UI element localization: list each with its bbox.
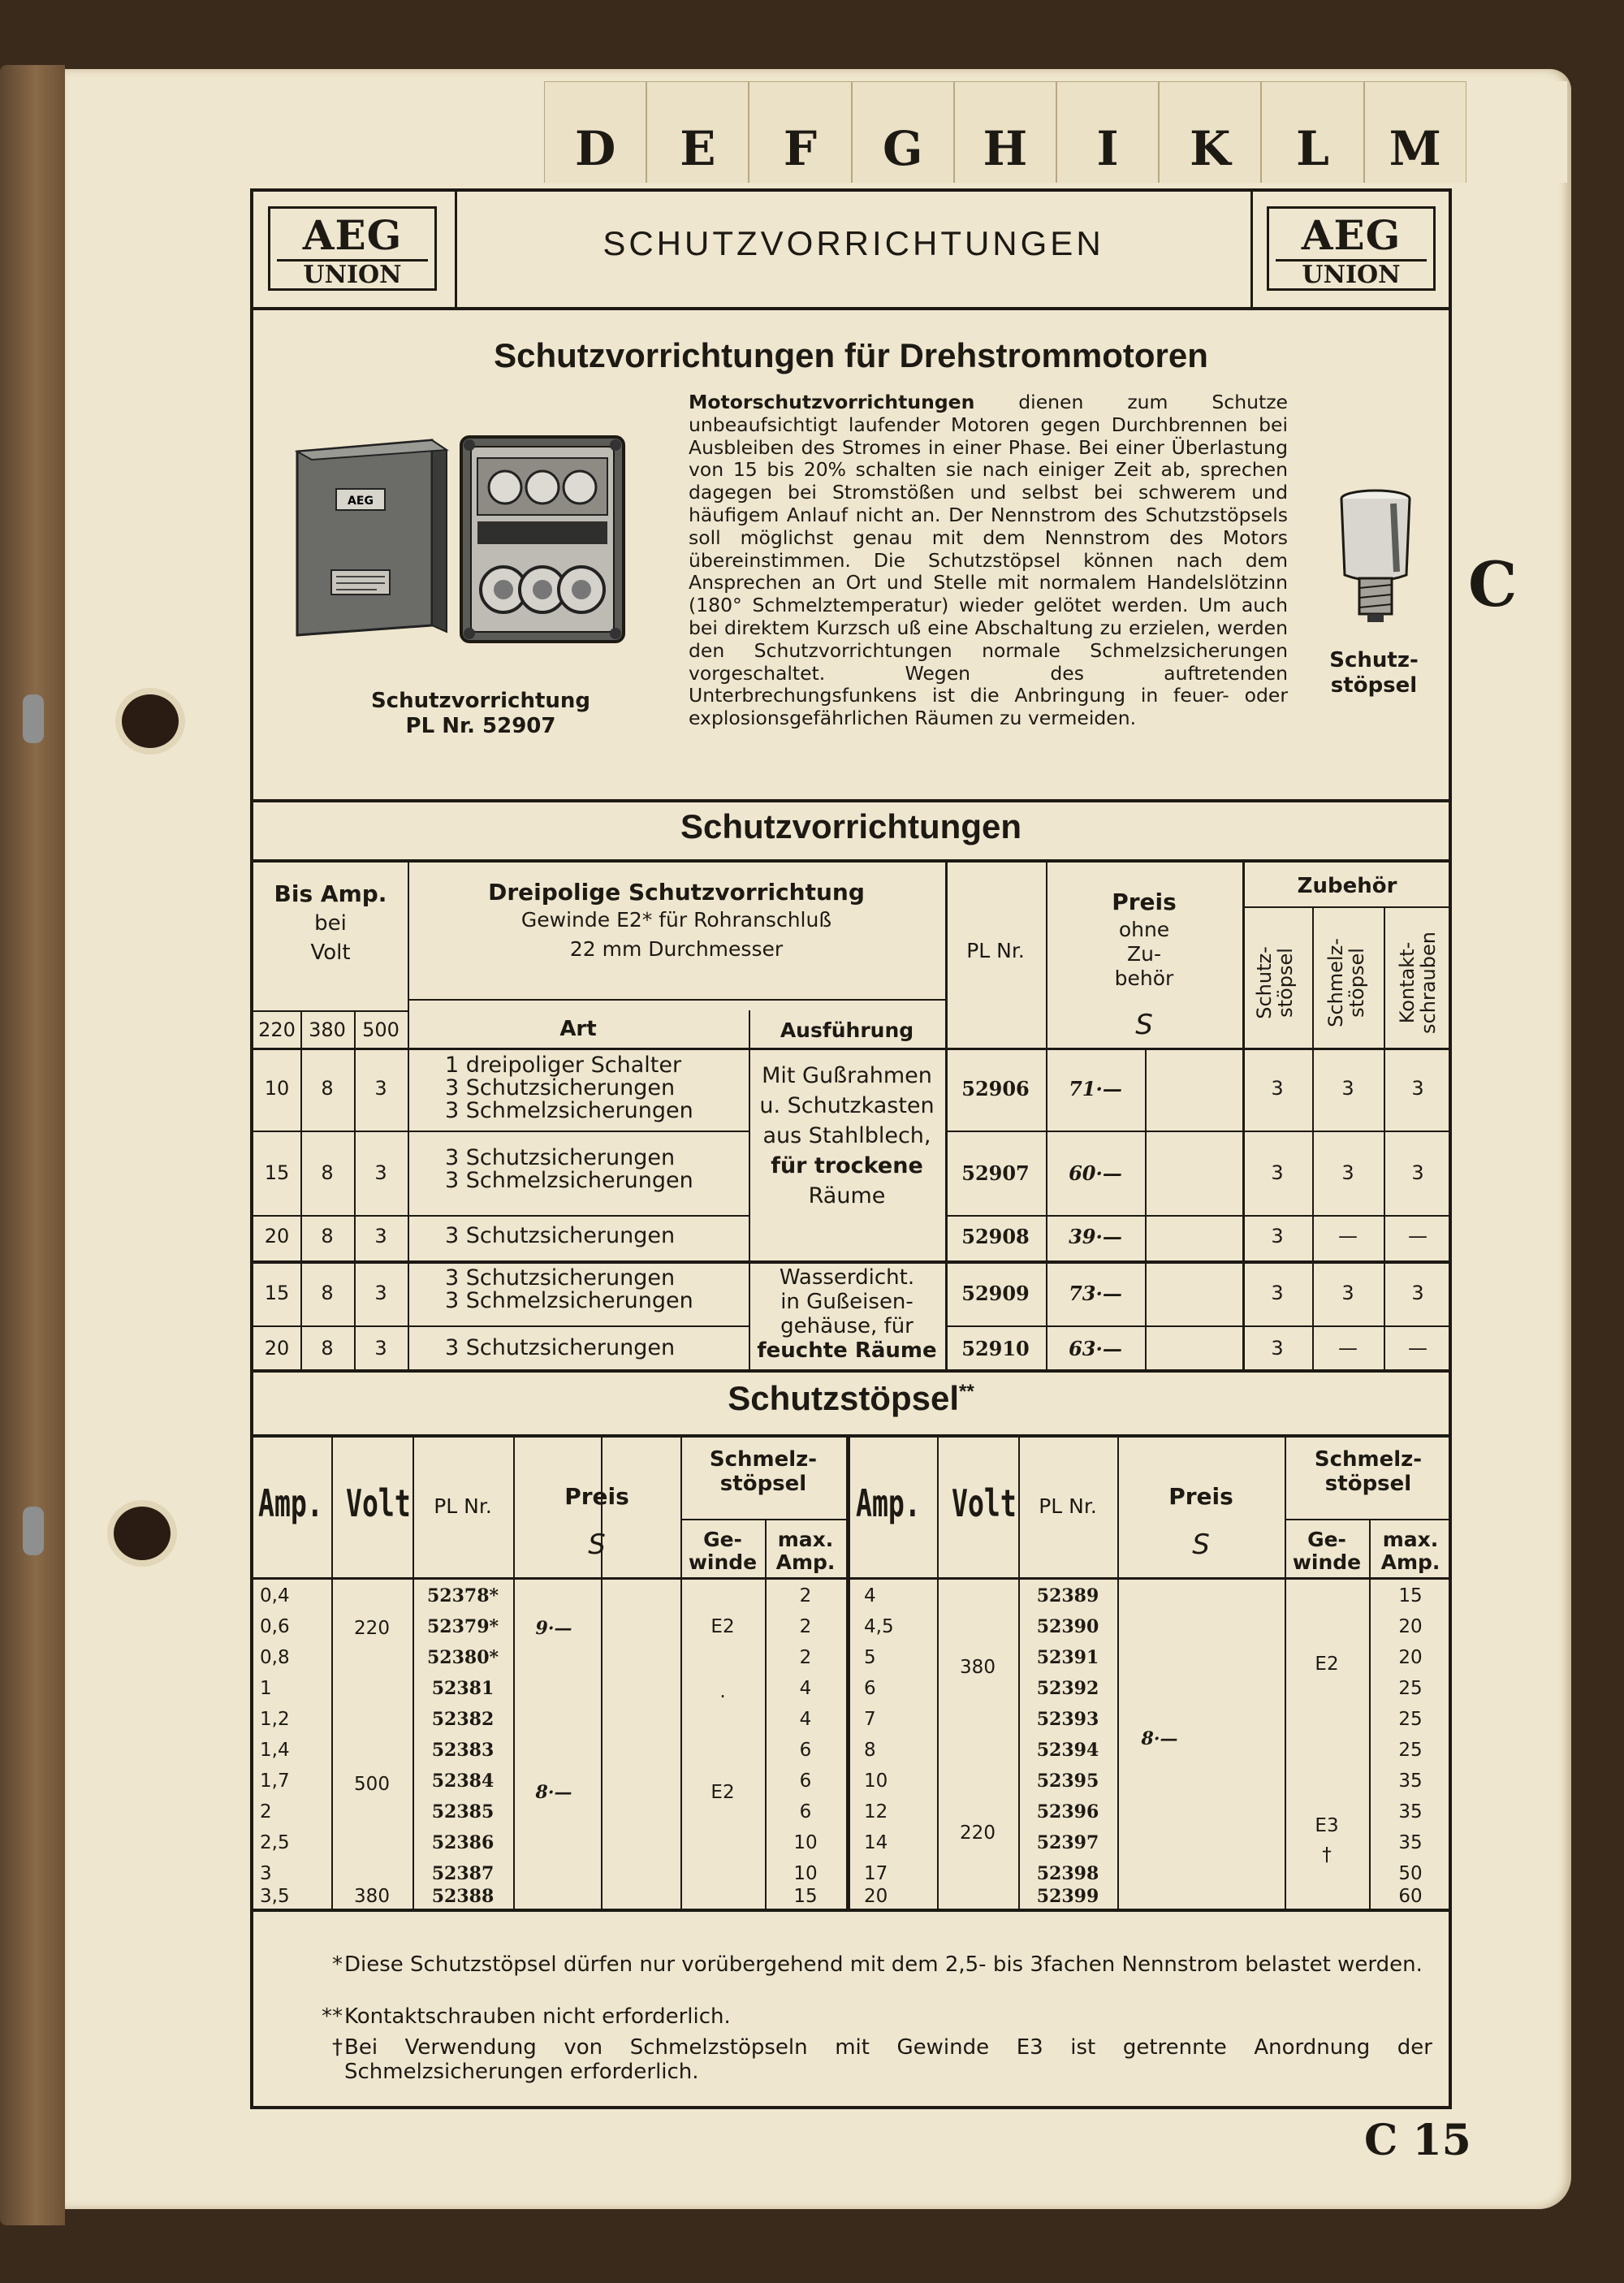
finish-line: in Gußeisen-: [780, 1290, 914, 1314]
cell: 6: [864, 1678, 876, 1699]
cell: 52379*: [426, 1616, 499, 1637]
cell: 8: [321, 1225, 334, 1247]
cell: 25: [1398, 1740, 1423, 1761]
page-header: [253, 192, 1449, 310]
cell: 3: [1271, 1282, 1284, 1304]
header-title: SCHUTZVORRICHTUNGEN: [603, 224, 1104, 262]
cell: 35: [1398, 1832, 1423, 1853]
price-cell: 60·—: [1069, 1161, 1122, 1185]
intro-text: dienen zum Schutze unbeaufsichtigt laufender Motoren gegen Durchbrennen bei Ausbleiben des Stromes in einer Phase. Bei einer Überlastung von 15 bis 20% schalten sie nach einiger Zeit ab, sprechen dagegen bei Stromstößen und selbst bei schwerem und häufigem Anlauf nicht an. Der Nennstrom des Schutzstöpsels soll möglichst genau mit dem Nennstrom des Motors übereinstimmen. Die Schutzstöpsel können nach dem Ansprechen an Ort und Stelle mit normalem Handelslötzinn (180° Schmelztemperatur) wieder gelötet werden. Um auch bei direktem Kurzsch uß eine Abschaltung zu erzielen, werden den Schutzvorrichtungen normale Schmelzsicherungen vorgeschaltet. Wegen des auftretenden Unterbrechungsfunkens ist die Anbringung in feuer- oder explosionsgefährlichen Räumen zu vermeiden.: [689, 391, 1288, 730]
volt-cell: 380: [354, 1886, 390, 1907]
index-tab[interactable]: I: [1056, 81, 1159, 183]
cell: 6: [799, 1801, 812, 1823]
table2: [253, 1438, 1449, 1909]
cell: 10: [264, 1077, 290, 1100]
binder-spine: [0, 65, 65, 2225]
logo-text: UNION: [277, 259, 428, 288]
col-header: PL Nr.: [434, 1494, 492, 1518]
col-header-line: winde: [688, 1550, 758, 1574]
col-header: 500: [362, 1018, 400, 1041]
cell: 3: [260, 1863, 272, 1884]
index-tab-blank: [1466, 81, 1567, 183]
intro-paragraph: [689, 391, 1288, 730]
logo-text: AEG: [1301, 211, 1402, 259]
col-header-line: stöpsel: [1274, 948, 1297, 1018]
art-line: 3 Schutzsicherungen: [445, 1145, 676, 1170]
art-cell: 3 Schutzsicherungen: [445, 1223, 676, 1248]
finish-line: Wasserdicht.: [779, 1265, 915, 1290]
volt-cell: 380: [960, 1657, 996, 1678]
cell: 52389: [1036, 1585, 1099, 1606]
content-frame: [250, 188, 1452, 2109]
col-header: Zu-: [1127, 942, 1161, 966]
cell: 4: [799, 1709, 812, 1730]
cell: 20: [264, 1337, 290, 1360]
cell: 8: [321, 1077, 334, 1100]
col-header-line: stöpsel: [719, 1472, 807, 1496]
cell: 35: [1398, 1771, 1423, 1792]
col-header: Preis: [1168, 1483, 1233, 1510]
cell: 3: [374, 1077, 387, 1100]
col-header: Volt: [310, 940, 351, 965]
cell: 52395: [1036, 1771, 1099, 1792]
cell: 4: [864, 1585, 876, 1606]
punch-hole: [114, 1507, 171, 1560]
cell: 52396: [1036, 1801, 1099, 1823]
rule: [253, 1909, 1449, 1912]
cell: 2,5: [260, 1832, 290, 1853]
cell: 52394: [1036, 1740, 1099, 1761]
col-header-rotated: [1254, 926, 1296, 1040]
cell: 52390: [1036, 1616, 1099, 1637]
cell: 3: [374, 1282, 387, 1304]
col-header: Volt: [952, 1481, 1017, 1525]
cell: 8: [321, 1337, 334, 1360]
footnote-mark: †: [332, 2035, 343, 2060]
col-header: [765, 1528, 846, 1574]
thread-line: E3: [1315, 1815, 1339, 1836]
cell: 20: [264, 1225, 290, 1247]
col-header: Gewinde E2* für Rohranschluß: [520, 908, 832, 932]
col-header-line: Schmelz-: [709, 1447, 818, 1472]
cell: 52387: [431, 1863, 495, 1884]
finish-line: gehäuse, für: [780, 1314, 914, 1338]
index-tab[interactable]: E: [646, 81, 749, 183]
cell: 4: [799, 1678, 812, 1699]
thread-line: †: [1322, 1844, 1332, 1866]
col-header: Preis: [564, 1483, 629, 1510]
footnote-text: Diese Schutzstöpsel dürfen nur vorübergehend mit dem 2,5- bis 3fachen Nennstrom belastet werden.: [344, 1952, 1423, 1977]
price-cell: 9·—: [535, 1618, 572, 1639]
footnote-text: Bei Verwendung von Schmelzstöpseln mit Gewinde E3 ist getrennte Anordnung der Schmelzsicherungen erforderlich.: [344, 2035, 1432, 2084]
cell: 10: [864, 1771, 888, 1792]
cell: 2: [260, 1801, 272, 1823]
currency-label: S: [1192, 1528, 1210, 1561]
col-header-line: Amp.: [1380, 1550, 1440, 1574]
col-header: PL Nr.: [1039, 1494, 1097, 1518]
col-header: Volt: [346, 1481, 411, 1525]
aeg-logo-right: [1267, 206, 1436, 291]
finish-cell: [749, 1061, 945, 1211]
cell: 20: [864, 1886, 888, 1907]
caption-line: Schutzvorrichtung: [370, 689, 591, 713]
cell: 52392: [1036, 1678, 1099, 1699]
divider: [1250, 192, 1253, 307]
col-header: 380: [309, 1018, 346, 1041]
index-tab[interactable]: H: [954, 81, 1056, 183]
finish-line: u. Schutzkasten: [759, 1093, 935, 1118]
currency-label: S: [1135, 1009, 1153, 1041]
thread-cell: E2: [710, 1782, 735, 1803]
cell: 8: [321, 1161, 334, 1184]
col-header: [680, 1528, 765, 1574]
cell: 15: [264, 1161, 290, 1184]
cell: 8: [321, 1282, 334, 1304]
col-header-line: Schmelz-: [1314, 1447, 1423, 1472]
col-header: Ausführung: [780, 1018, 914, 1042]
index-tabs: [544, 81, 1567, 183]
cell: 52393: [1036, 1709, 1099, 1730]
footnote-mark: **: [959, 1381, 974, 1403]
cell: 8: [864, 1740, 876, 1761]
art-line: 3 Schutzsicherungen: [445, 1265, 676, 1291]
finish-line: Räume: [808, 1183, 886, 1209]
price-cell: 39·—: [1069, 1225, 1122, 1248]
cell: 3: [1341, 1077, 1354, 1100]
cell: 3: [374, 1337, 387, 1360]
col-header: Amp.: [856, 1481, 921, 1525]
col-header-line: stöpsel: [1324, 1472, 1412, 1496]
cell: 35: [1398, 1801, 1423, 1823]
cell: 52383: [431, 1740, 495, 1761]
caption-line: PL Nr. 52907: [405, 714, 556, 738]
cell: 3: [1341, 1161, 1354, 1184]
aeg-logo-left: [268, 206, 437, 291]
art-cell: [445, 1147, 693, 1192]
col-header-rotated: [1325, 926, 1367, 1040]
cell: 52391: [1036, 1647, 1099, 1668]
cell: 5: [864, 1647, 876, 1668]
volt-cell: 220: [960, 1823, 996, 1844]
cell: 1: [260, 1678, 272, 1699]
price-cell: 63·—: [1069, 1337, 1122, 1360]
cell: 52907: [961, 1161, 1030, 1185]
cell: 3: [1411, 1282, 1424, 1304]
cell: 3: [1341, 1282, 1354, 1304]
cell: 52384: [431, 1771, 495, 1792]
cell: —: [1408, 1225, 1427, 1247]
cell: 52398: [1036, 1863, 1099, 1884]
cell: 3: [1271, 1161, 1284, 1184]
plug-caption: [1309, 648, 1439, 698]
cell: 7: [864, 1709, 876, 1730]
finish-cell: [749, 1265, 945, 1363]
rule: [253, 1369, 1449, 1373]
col-header: Dreipolige Schutzvorrichtung: [488, 879, 865, 906]
footnote-text: Kontaktschrauben nicht erforderlich.: [344, 2004, 731, 2029]
cell: 52382: [431, 1709, 495, 1730]
art-line: 3 Schmelzsicherungen: [445, 1168, 693, 1193]
cell: 2: [799, 1647, 812, 1668]
cell: 3: [374, 1225, 387, 1247]
protection-box-image: [287, 432, 450, 645]
cell: 25: [1398, 1678, 1423, 1699]
art-line: 1 dreipoliger Schalter: [445, 1053, 682, 1078]
index-tab[interactable]: M: [1364, 81, 1466, 183]
cell: 15: [793, 1886, 818, 1907]
cell: 52380*: [426, 1647, 499, 1668]
cell: 20: [1398, 1647, 1423, 1668]
col-header: [1285, 1528, 1369, 1574]
col-header-line: Kontakt-: [1396, 941, 1419, 1024]
col-header: bei: [314, 911, 347, 936]
cell: 3: [374, 1161, 387, 1184]
index-tab[interactable]: K: [1159, 81, 1261, 183]
cell: 1,2: [260, 1709, 290, 1730]
thread-cell: [1285, 1811, 1369, 1870]
punch-hole: [122, 694, 179, 748]
thread-cell: .: [719, 1681, 726, 1702]
cell: 2: [799, 1585, 812, 1606]
section-heading: Schutzvorrichtungen für Drehstrommotoren: [494, 336, 1208, 374]
finish-line: für trockene: [771, 1153, 923, 1178]
col-header: 220: [258, 1018, 296, 1041]
page-number: C 15: [1364, 2116, 1471, 2165]
col-header: ohne: [1118, 918, 1170, 941]
cell: 4,5: [864, 1616, 894, 1637]
col-header-line: max.: [1382, 1528, 1439, 1551]
table1-title: Schutzvorrichtungen: [680, 807, 1022, 845]
cell: 25: [1398, 1709, 1423, 1730]
cell: 52388: [431, 1886, 495, 1907]
cell: 1,4: [260, 1740, 290, 1761]
cell: 14: [864, 1832, 888, 1853]
cell: 10: [793, 1863, 818, 1884]
caption-line: stöpsel: [1330, 673, 1418, 698]
cell: 15: [1398, 1585, 1423, 1606]
logo-text: AEG: [302, 211, 403, 259]
cell: —: [1408, 1337, 1427, 1360]
index-tab[interactable]: D: [544, 81, 646, 183]
art-line: 3 Schutzsicherungen: [445, 1075, 676, 1100]
cell: 12: [864, 1801, 888, 1823]
device-caption: [310, 689, 651, 739]
open-device-image: [456, 430, 628, 650]
cell: 52909: [961, 1282, 1030, 1305]
cell: 52397: [1036, 1832, 1099, 1853]
cell: 52906: [961, 1077, 1030, 1100]
cell: 60: [1398, 1886, 1423, 1907]
index-tab[interactable]: L: [1261, 81, 1363, 183]
price-cell: 8·—: [535, 1782, 572, 1803]
col-header-line: winde: [1292, 1550, 1362, 1574]
cell: 0,6: [260, 1616, 290, 1637]
cell: —: [1338, 1337, 1358, 1360]
cell: 6: [799, 1771, 812, 1792]
cell: —: [1338, 1225, 1358, 1247]
cell: 10: [793, 1832, 818, 1853]
col-header: Art: [559, 1017, 597, 1041]
col-header-line: max.: [777, 1528, 834, 1551]
cell: 6: [799, 1740, 812, 1761]
currency-label: S: [588, 1528, 606, 1561]
thread-cell: E2: [710, 1616, 735, 1637]
cell: 52910: [961, 1337, 1030, 1360]
price-cell: 8·—: [1141, 1728, 1178, 1749]
cell: 3: [1271, 1077, 1284, 1100]
col-header: behör: [1114, 966, 1174, 990]
volt-cell: 500: [354, 1774, 390, 1795]
table1: [253, 863, 1449, 1369]
cell: 2: [799, 1616, 812, 1637]
volt-cell: 220: [354, 1618, 390, 1639]
col-header-line: stöpsel: [1345, 948, 1368, 1018]
fuse-plug-image: [1337, 487, 1415, 625]
art-line: 3 Schmelzsicherungen: [445, 1288, 693, 1313]
finish-line: Mit Gußrahmen: [762, 1063, 932, 1088]
col-header: [680, 1447, 846, 1496]
col-header-line: Amp.: [775, 1550, 836, 1574]
logo-text: UNION: [1276, 259, 1427, 288]
thread-cell: E2: [1315, 1654, 1339, 1675]
intro-lead: Motorschutzvorrichtungen: [689, 391, 975, 413]
cell: 20: [1398, 1616, 1423, 1637]
table2-title-text: Schutzstöpsel: [728, 1379, 960, 1417]
art-cell: [445, 1054, 693, 1122]
cell: 52385: [431, 1801, 495, 1823]
cell: 3,5: [260, 1886, 290, 1907]
cell: 52399: [1036, 1886, 1099, 1907]
col-header: 22 mm Durchmesser: [569, 937, 784, 961]
box-label: AEG: [348, 495, 374, 508]
cell: 17: [864, 1863, 888, 1884]
cell: 3: [1271, 1225, 1284, 1247]
art-cell: 3 Schutzsicherungen: [445, 1335, 676, 1360]
col-header: Amp.: [258, 1481, 323, 1525]
col-header-rotated: [1397, 926, 1439, 1040]
cell: 3: [1411, 1077, 1424, 1100]
cell: 52386: [431, 1832, 495, 1853]
col-header-line: Ge-: [1307, 1528, 1346, 1551]
price-cell: 73·—: [1069, 1282, 1122, 1305]
cell: 50: [1398, 1863, 1423, 1884]
rule: [253, 799, 1449, 802]
cell: 1,7: [260, 1771, 290, 1792]
cell: 52908: [961, 1225, 1030, 1248]
col-header: Bis Amp.: [274, 880, 387, 907]
col-header-line: Ge-: [703, 1528, 742, 1551]
cell: 52381: [431, 1678, 495, 1699]
col-header: [1369, 1528, 1452, 1574]
binder-ring: [23, 694, 44, 743]
col-header-line: Schutz-: [1253, 946, 1276, 1019]
index-tab[interactable]: G: [852, 81, 954, 183]
col-header: Preis: [1112, 889, 1177, 915]
price-cell: 71·—: [1069, 1077, 1122, 1100]
cell: 0,4: [260, 1585, 290, 1606]
footnote-mark: *: [332, 1952, 343, 1977]
binder-ring: [23, 1507, 44, 1555]
caption-line: Schutz-: [1329, 648, 1419, 672]
col-header-line: Schmelz-: [1324, 938, 1347, 1027]
col-header: Zubehör: [1297, 874, 1397, 898]
table2-title: [253, 1379, 1449, 1418]
cell: 0,8: [260, 1647, 290, 1668]
cell: 15: [264, 1282, 290, 1304]
cell: 52378*: [426, 1585, 499, 1606]
art-cell: [445, 1267, 693, 1312]
cell: 3: [1271, 1337, 1284, 1360]
col-header: [1285, 1447, 1452, 1496]
finish-line: aus Stahlblech,: [762, 1123, 931, 1148]
cell: 3: [1411, 1161, 1424, 1184]
col-header: PL Nr.: [966, 939, 1025, 962]
art-line: 3 Schmelzsicherungen: [445, 1098, 693, 1123]
finish-line: feuchte Räume: [757, 1338, 937, 1363]
index-tab[interactable]: F: [749, 81, 851, 183]
footnote-mark: **: [322, 2004, 343, 2029]
col-header-line: schrauben: [1417, 932, 1440, 1034]
side-section-letter: C: [1468, 548, 1518, 620]
